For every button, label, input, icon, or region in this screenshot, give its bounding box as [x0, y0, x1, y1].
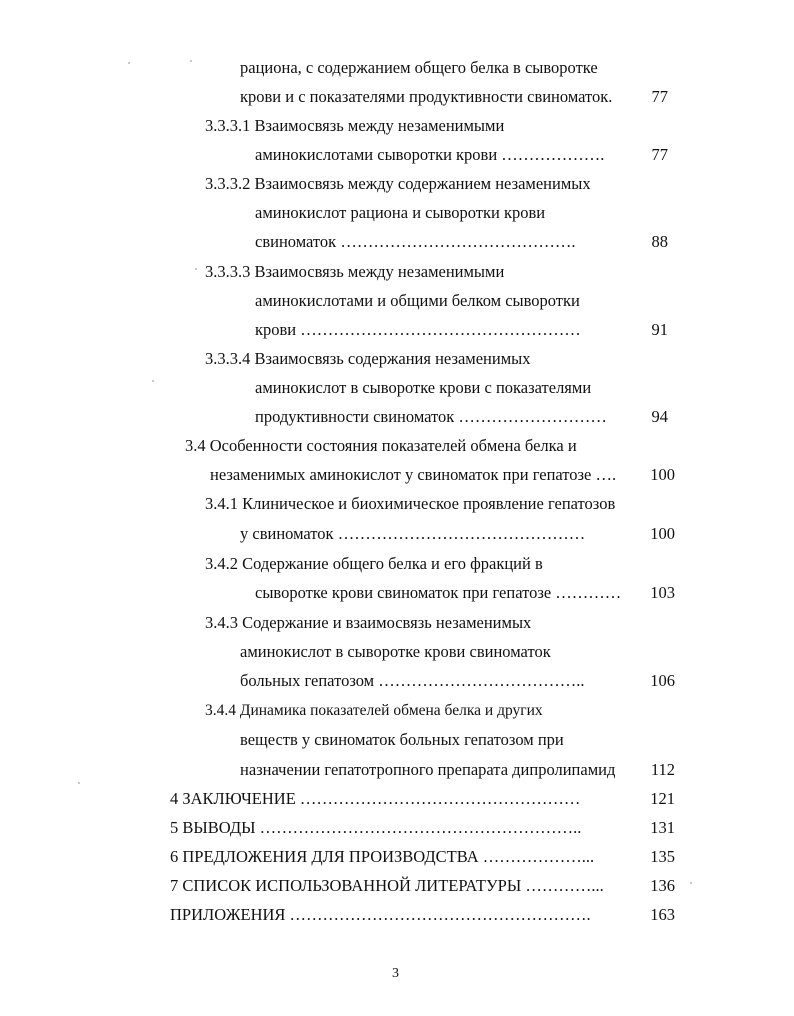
toc-entry-line: крови ……………………………………………: [255, 320, 581, 339]
footer-page-number: 3: [392, 966, 399, 981]
scan-speck: [690, 882, 692, 884]
toc-page-number: 103: [650, 583, 675, 602]
toc-page-number: 163: [650, 905, 675, 924]
toc-entry-line: 4 ЗАКЛЮЧЕНИЕ ……………………………………………: [170, 789, 581, 808]
toc-entry-line: у свиноматок ………………………………………: [240, 524, 586, 543]
toc-page-number: 106: [650, 671, 675, 690]
toc-entry-line: 3.3.3.2 Взаимосвязь между содержанием незаменимых: [205, 174, 591, 193]
toc-entry-line: 5 ВЫВОДЫ …………………………………………………..: [170, 818, 582, 837]
toc-entry-line: аминокислот в сыворотке крови с показателями: [255, 378, 592, 397]
toc-entry-line: крови и с показателями продуктивности свиноматок.: [240, 87, 613, 106]
toc-entry-line: 3.3.3.3 Взаимосвязь между незаменимыми: [205, 262, 505, 281]
scan-speck: [78, 782, 80, 784]
toc-entry-line: веществ у свиноматок больных гепатозом при: [240, 730, 564, 749]
toc-entry-line: рациона, с содержанием общего белка в сыворотке: [240, 58, 598, 77]
toc-page-number: 88: [651, 232, 668, 251]
toc-entry-line: продуктивности свиноматок ………………………: [255, 407, 607, 426]
toc-entry-line: 3.4 Особенности состояния показателей обмена белка и: [185, 436, 577, 455]
toc-page-number: 91: [651, 320, 668, 339]
toc-entry-line: 3.3.3.1 Взаимосвязь между незаменимыми: [205, 116, 505, 135]
toc-entry-line: 6 ПРЕДЛОЖЕНИЯ ДЛЯ ПРОИЗВОДСТВА ………………...: [170, 847, 595, 866]
toc-entry-line: свиноматок …………………………………….: [255, 232, 576, 251]
toc-entry-line: 3.4.2 Содержание общего белка и его фракций в: [205, 554, 543, 573]
toc-entry-line: больных гепатозом ………………………………..: [240, 671, 585, 690]
toc-page-number: 121: [650, 789, 675, 808]
toc-entry-line: аминокислот рациона и сыворотки крови: [255, 203, 546, 222]
toc-page-number: 131: [650, 818, 675, 837]
toc-entry-line: аминокислотами и общими белком сыворотки: [255, 291, 580, 310]
toc-page-number: 77: [651, 145, 668, 164]
toc-entry-line: ПРИЛОЖЕНИЯ ……………………………………………….: [170, 905, 591, 924]
toc-entry-line: аминокислот в сыворотке крови свиноматок: [240, 642, 551, 661]
toc-entry-line: 3.4.4 Динамика показателей обмена белка и других: [205, 702, 543, 719]
toc-entry-line: 7 СПИСОК ИСПОЛЬЗОВАННОЙ ЛИТЕРАТУРЫ …………...: [170, 876, 604, 895]
toc-page-number: 112: [650, 760, 675, 779]
toc-entry-line: сыворотке крови свиноматок при гепатозе …………: [255, 583, 622, 602]
scan-speck: [195, 268, 197, 270]
toc-entry-line: аминокислотами сыворотки крови ……………….: [255, 145, 605, 164]
scan-speck: [152, 380, 154, 382]
toc-page-number: 100: [650, 524, 675, 543]
scan-speck: [128, 62, 130, 64]
toc-page-number: 100: [650, 465, 675, 484]
toc-page-number: 135: [650, 847, 675, 866]
toc-page-number: 94: [651, 407, 668, 426]
toc-entry-line: 3.3.3.4 Взаимосвязь содержания незаменимых: [205, 349, 531, 368]
scan-speck: [190, 60, 192, 62]
toc-page-number: 77: [651, 87, 668, 106]
toc-entry-line: 3.4.3 Содержание и взаимосвязь незаменимых: [205, 613, 532, 632]
toc-entry-line: незаменимых аминокислот у свиноматок при гепатозе ….: [210, 465, 617, 484]
toc-entry-line: 3.4.1 Клиническое и биохимическое проявление гепатозов: [205, 494, 616, 513]
toc-page-number: 136: [650, 876, 675, 895]
toc-entry-line: назначении гепатотропного препарата дипролипамид: [240, 760, 616, 779]
